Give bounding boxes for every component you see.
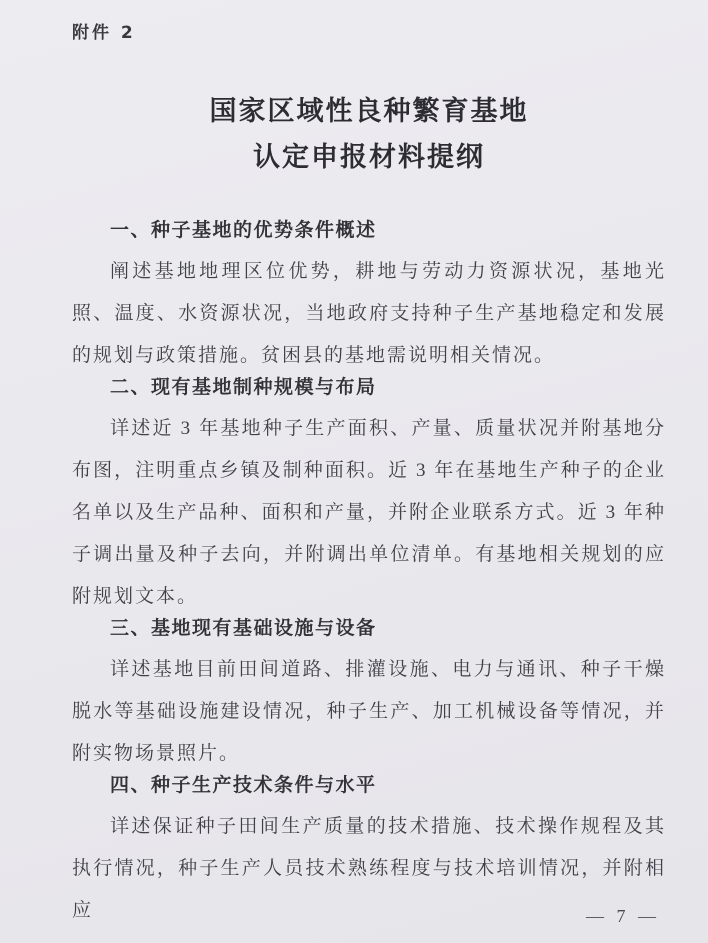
document-content (72, 0, 666, 932)
section-2-heading: 二、现有基地制种规模与布局 (110, 376, 377, 398)
document-title-line1: 国家区域性良种繁育基地 (209, 96, 529, 127)
section-1-heading: 一、种子基地的优势条件概述 (110, 219, 377, 241)
attachment-label: 附件 2 (72, 23, 136, 43)
section-3-body: 详述基地目前田间道路、排灌设施、电力与通讯、种子干燥脱水等基础设施建设情况，种子生产、加工机械设备等情况，并附实物场景照片。 (72, 659, 666, 764)
section-3-heading: 三、基地现有基础设施与设备 (110, 617, 377, 639)
section-1-body: 阐述基地地理区位优势，耕地与劳动力资源状况，基地光照、温度、水资源状况，当地政府支持种子生产基地稳定和发展的规划与政策措施。贫困县的基地需说明相关情况。 (72, 261, 666, 366)
section-2 (72, 366, 666, 618)
section-1 (72, 209, 666, 377)
document-sections (72, 209, 666, 932)
document-title-line2: 认定申报材料提纲 (253, 142, 485, 173)
section-3 (72, 607, 666, 775)
section-2-body: 详述近 3 年基地种子生产面积、产量、质量状况并附基地分布图，注明重点乡镇及制种面积。近 3 年在基地生产种子的企业名单以及生产品种、面积和产量，并附企业联系方式。近 3 年种子调出量及种子去向，并附调出单位清单。有基地相关规划的应附规划文本。 (72, 418, 666, 607)
section-4-body: 详述保证种子田间生产质量的技术措施、技术操作规程及其执行情况，种子生产人员技术熟练程度与技术培训情况，并附相应 (72, 816, 666, 921)
section-4 (72, 764, 666, 932)
page-number: — 7 — (586, 906, 660, 926)
section-4-heading: 四、种子生产技术条件与水平 (110, 774, 377, 796)
document-title (72, 89, 666, 181)
